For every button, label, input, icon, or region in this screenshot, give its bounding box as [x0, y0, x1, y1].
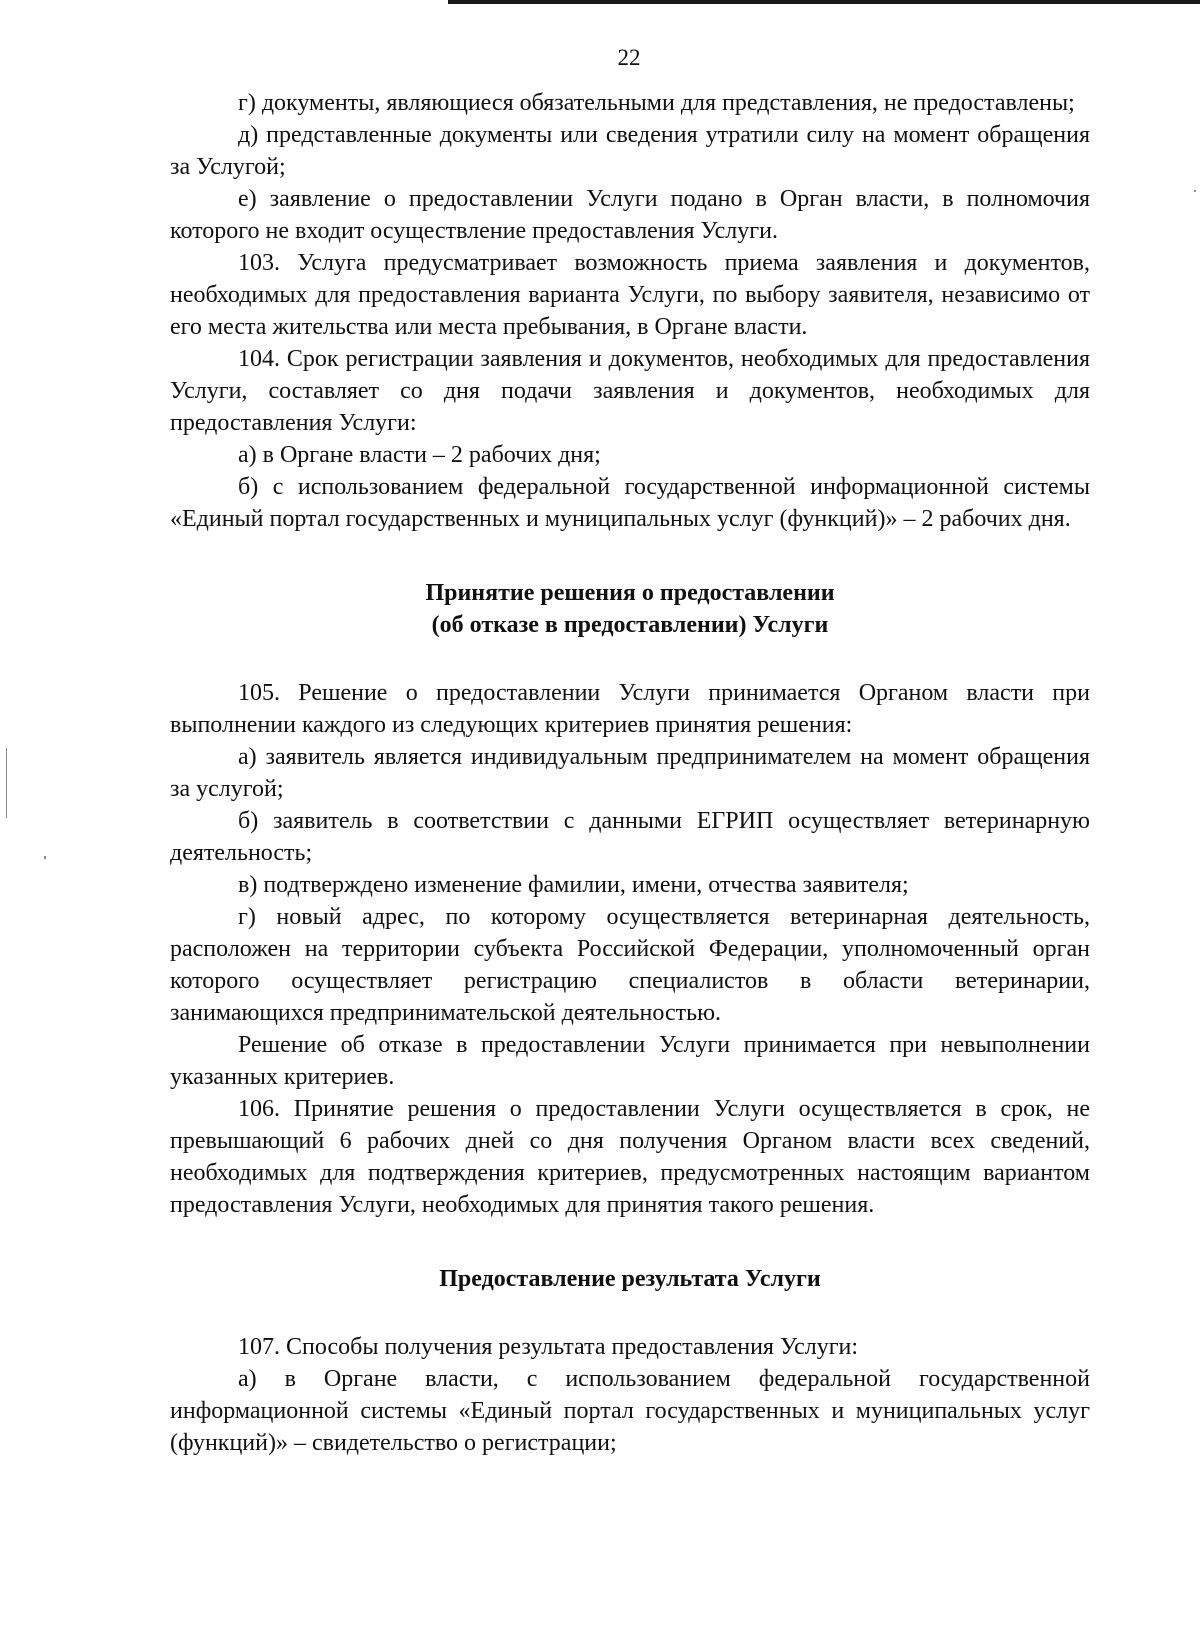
- section-heading-line: Предоставление результата Услуги: [439, 1266, 821, 1292]
- page-number: 22: [617, 45, 641, 70]
- spacer: [170, 641, 1090, 677]
- paragraph: а) в Органе власти, с использованием федеральной государственной информационной системы «Единый портал государственных и муниципальных услуг (функций)» – свидетельство о регистрации;: [170, 1366, 1090, 1456]
- top-border-line: [448, 0, 1200, 4]
- scan-artifact: [6, 748, 7, 818]
- paragraph: е) заявление о предоставлении Услуги подано в Орган власти, в полномочия которого не входит осуществление предоставления Услуги.: [170, 186, 1090, 244]
- section-heading-line: (об отказе в предоставлении) Услуги: [431, 612, 829, 638]
- paragraph: б) с использованием федеральной государственной информационной системы «Единый портал государственных и муниципальных услуг (функций)» – 2 рабочих дня.: [170, 474, 1090, 532]
- scan-artifact: [44, 856, 46, 859]
- section-heading-line: Принятие решения о предоставлении: [425, 580, 835, 606]
- spacer: [170, 535, 1090, 577]
- scan-artifact: [1194, 190, 1196, 192]
- spacer: [170, 1221, 1090, 1263]
- paragraph: 104. Срок регистрации заявления и документов, необходимых для предоставления Услуги, составляет со дня подачи заявления и документов, необходимых для предоставления Услуги:: [170, 346, 1090, 436]
- paragraph: г) документы, являющиеся обязательными для представления, не предоставлены;: [238, 90, 1075, 116]
- paragraph: г) новый адрес, по которому осуществляется ветеринарная деятельность, расположен на территории субъекта Российской Федерации, уполномоченный орган которого осуществляет регистрацию специалистов в области ветеринарии, занимающихся предпринимательской деятельностью.: [170, 904, 1090, 1026]
- paragraph: а) заявитель является индивидуальным предпринимателем на момент обращения за услугой;: [170, 744, 1090, 802]
- paragraph: а) в Органе власти – 2 рабочих дня;: [238, 442, 601, 468]
- paragraph: 107. Способы получения результата предоставления Услуги:: [238, 1334, 859, 1360]
- paragraph: в) подтверждено изменение фамилии, имени, отчества заявителя;: [238, 872, 909, 898]
- paragraph: 106. Принятие решения о предоставлении Услуги осуществляется в срок, не превышающий 6 рабочих дней со дня получения Органом власти всех сведений, необходимых для подтверждения критериев, предусмотренных настоящим вариантом предоставления Услуги, необходимых для принятия такого решения.: [170, 1096, 1090, 1218]
- paragraph: д) представленные документы или сведения утратили силу на момент обращения за Услугой;: [170, 122, 1090, 180]
- paragraph: б) заявитель в соответствии с данными ЕГРИП осуществляет ветеринарную деятельность;: [170, 808, 1090, 866]
- paragraph: 103. Услуга предусматривает возможность приема заявления и документов, необходимых для предоставления варианта Услуги, по выбору заявителя, независимо от его места жительства или места пребывания, в Органе власти.: [170, 250, 1090, 340]
- paragraph: 105. Решение о предоставлении Услуги принимается Органом власти при выполнении каждого из следующих критериев принятия решения:: [170, 680, 1090, 738]
- document-body: [170, 87, 1090, 1459]
- spacer: [170, 1295, 1090, 1331]
- section-heading: [170, 1263, 1090, 1295]
- paragraph: Решение об отказе в предоставлении Услуги принимается при невыполнении указанных критериев.: [170, 1032, 1090, 1090]
- section-heading: [170, 577, 1090, 641]
